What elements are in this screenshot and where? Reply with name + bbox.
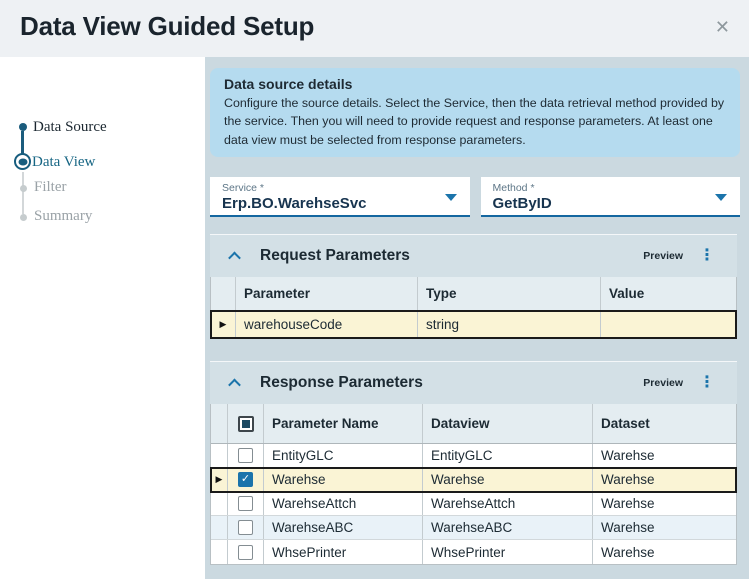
sidebar-item-filter[interactable]: Filter [34, 179, 67, 195]
cell-parameter[interactable]: warehouseCode [236, 311, 418, 338]
table-header-row [211, 404, 736, 444]
table-row[interactable] [211, 540, 736, 564]
select-all-cell [228, 404, 264, 443]
wizard-stepper [0, 57, 205, 579]
checkbox-cell [228, 540, 264, 564]
cell-value[interactable] [601, 311, 736, 338]
step-current-dot [18, 158, 27, 165]
row-checkbox[interactable] [238, 448, 253, 463]
cell-dataview[interactable]: EntityGLC [423, 444, 593, 467]
row-marker-cell [211, 311, 236, 338]
service-label: Service * [222, 182, 265, 194]
row-marker-cell [211, 444, 228, 467]
cell-dataset[interactable]: Warehse [601, 520, 655, 535]
method-value: GetByID [492, 195, 552, 212]
chevron-down-icon[interactable] [715, 194, 727, 201]
step-dot-icon [20, 185, 27, 192]
cell-dataview[interactable]: Warehse [423, 468, 593, 491]
marker-header-cell [211, 277, 236, 310]
row-marker-cell [211, 492, 228, 515]
cell-dataview[interactable]: WhsePrinter [423, 540, 593, 564]
table-row[interactable] [211, 516, 736, 540]
table-row[interactable] [211, 492, 736, 516]
column-header-parameter-name[interactable]: Parameter Name [264, 404, 423, 443]
column-header-dataview[interactable]: Dataview [423, 404, 593, 443]
info-banner-body: Configure the source details. Select the Service, then the data retrieval method provided by the service. Then you will need to provide request and response parameters. At least one data view must be selected from response parameters. [224, 96, 725, 147]
request-parameters-table [210, 277, 737, 339]
checkbox-cell [228, 516, 264, 539]
cell-dataset[interactable]: Warehse [601, 544, 655, 560]
request-panel-title: Request Parameters [260, 247, 410, 264]
table-row[interactable] [211, 468, 736, 492]
info-banner-title: Data source details [224, 76, 353, 92]
checkbox-cell [228, 492, 264, 515]
cell-dataset[interactable]: Warehse [601, 496, 655, 511]
request-panel-header [210, 234, 737, 277]
service-method-row [210, 177, 740, 217]
column-header-type[interactable]: Type [418, 277, 601, 310]
marker-header-cell [211, 404, 228, 443]
stepper-connector-pending [22, 172, 24, 214]
response-panel-title: Response Parameters [260, 374, 423, 391]
cell-dataset[interactable]: Warehse [601, 448, 655, 463]
column-header-dataset[interactable]: Dataset [601, 416, 650, 431]
preview-button[interactable]: Preview [643, 377, 683, 389]
row-checkbox[interactable] [238, 472, 253, 487]
cell-parameter-name[interactable]: WarehseABC [264, 516, 423, 539]
kebab-menu-icon[interactable]: ⋮ [699, 374, 715, 391]
response-parameters-table [210, 404, 737, 565]
table-body [211, 444, 736, 564]
request-parameters-panel [210, 234, 737, 339]
cell-dataset[interactable]: Warehse [601, 472, 655, 487]
sidebar-item-summary[interactable]: Summary [34, 208, 93, 224]
checkbox-cell [228, 444, 264, 467]
service-value: Erp.BO.WarehseSvc [222, 195, 367, 212]
stepper-connector-done [21, 131, 24, 155]
main-content [205, 57, 749, 579]
indeterminate-mark [242, 420, 250, 428]
info-banner [210, 68, 740, 157]
method-label: Method * [492, 182, 535, 194]
row-checkbox[interactable] [238, 496, 253, 511]
column-header-parameter[interactable]: Parameter [236, 277, 418, 310]
sidebar-item-data-source[interactable]: Data Source [33, 119, 107, 135]
table-row[interactable] [211, 311, 736, 338]
chevron-down-icon[interactable] [445, 194, 457, 201]
preview-button[interactable]: Preview [643, 250, 683, 262]
active-row-marker-icon: ▶ [215, 474, 223, 484]
row-marker-cell [211, 540, 228, 564]
select-all-checkbox[interactable] [238, 416, 254, 432]
cell-parameter-name[interactable]: EntityGLC [264, 444, 423, 467]
dialog-title: Data View Guided Setup [20, 11, 315, 41]
kebab-menu-icon[interactable]: ⋮ [699, 247, 715, 264]
row-checkbox[interactable] [238, 545, 253, 560]
cell-parameter-name[interactable]: Warehse [264, 468, 423, 491]
step-dot-icon [19, 123, 27, 131]
sidebar-item-data-view[interactable]: Data View [32, 154, 96, 170]
cell-dataview[interactable]: WarehseAttch [423, 492, 593, 515]
row-checkbox[interactable] [238, 520, 253, 535]
active-row-marker-icon: ▶ [219, 319, 227, 329]
cell-parameter-name[interactable]: WarehseAttch [264, 492, 423, 515]
table-header-row [211, 277, 736, 311]
row-marker-cell [211, 468, 228, 491]
step-current-icon [14, 153, 31, 170]
step-dot-icon [20, 214, 27, 221]
checkbox-cell [228, 468, 264, 491]
table-body [211, 311, 736, 338]
column-header-value[interactable]: Value [609, 286, 645, 301]
service-dropdown[interactable] [210, 177, 470, 217]
response-parameters-panel [210, 361, 737, 565]
check-icon: ✓ [240, 473, 251, 485]
dialog-header [0, 0, 749, 57]
cell-type[interactable]: string [418, 311, 601, 338]
close-icon[interactable]: ✕ [714, 17, 730, 37]
cell-dataview[interactable]: WarehseABC [423, 516, 593, 539]
method-dropdown[interactable] [481, 177, 741, 217]
row-marker-cell [211, 516, 228, 539]
cell-parameter-name[interactable]: WhsePrinter [264, 540, 423, 564]
collapse-chevron-icon[interactable] [228, 251, 241, 264]
collapse-chevron-icon[interactable] [228, 378, 241, 391]
response-panel-header [210, 361, 737, 404]
table-row[interactable] [211, 444, 736, 468]
